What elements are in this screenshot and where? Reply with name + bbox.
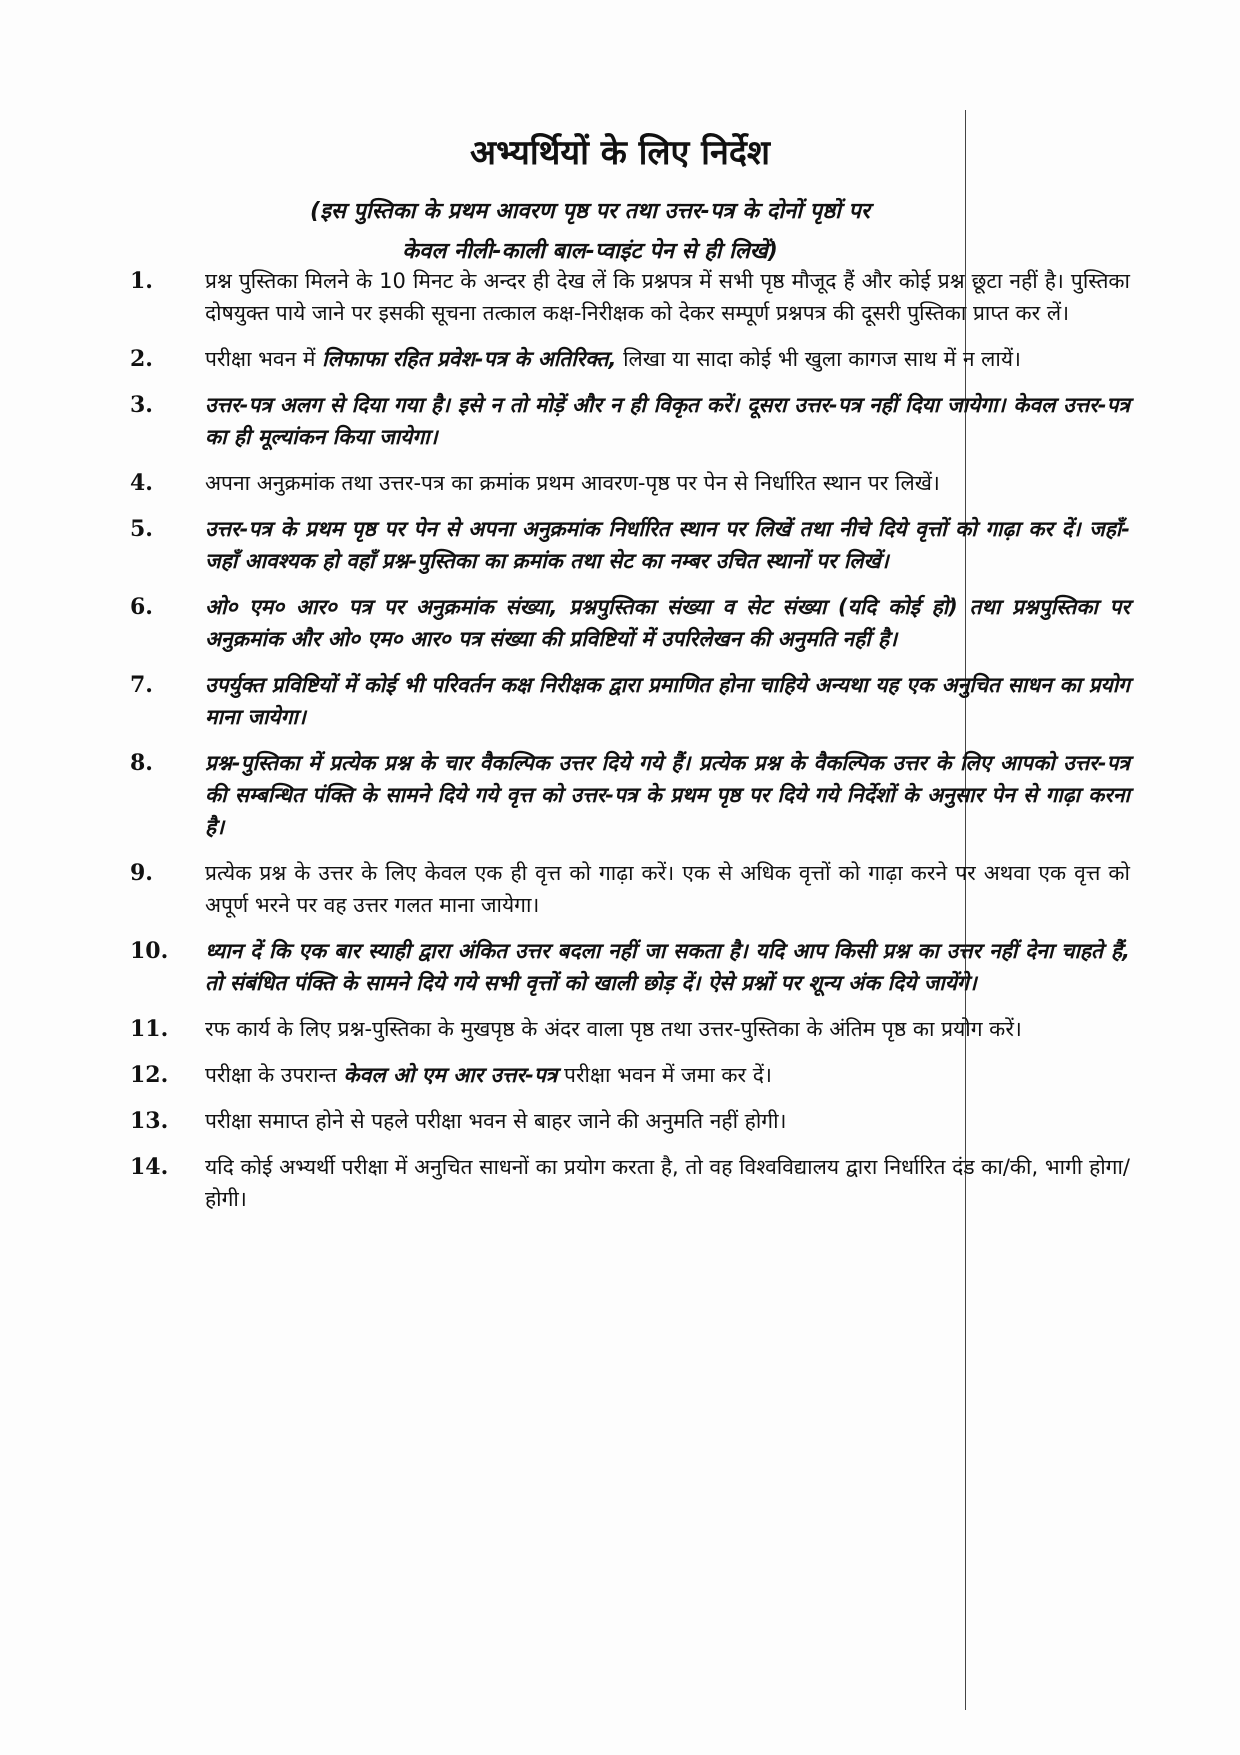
- instruction-item-14: [130, 1151, 1130, 1215]
- item-text: उत्तर-पत्र के प्रथम पृष्ठ पर पेन से अपना अनुक्रमांक निर्धारित स्थान पर लिखें तथा नीचे दिये वृत्तों को गाढ़ा कर दें। जहाँ-जहाँ आवश्यक हो वहाँ प्रश्न-पुस्तिका का क्रमांक तथा सेट का नम्बर उचित स्थानों पर लिखें।: [205, 517, 1130, 573]
- item-text-part: परीक्षा के उपरान्त: [205, 1063, 344, 1087]
- item-text: यदि कोई अभ्यर्थी परीक्षा में अनुचित साधनों का प्रयोग करता है, तो वह विश्वविद्यालय द्वारा निर्धारित दंड का/की, भागी होगा/होगी।: [205, 1155, 1130, 1211]
- instruction-item-10: [130, 935, 1130, 999]
- instruction-item-6: [130, 591, 1130, 655]
- instructions-list: [130, 265, 1130, 1229]
- item-number: 14.: [130, 1154, 169, 1180]
- item-text: उपर्युक्त प्रविष्टियों में कोई भी परिवर्तन कक्ष निरीक्षक द्वारा प्रमाणित होना चाहिये अन्यथा यह एक अनुचित साधन का प्रयोग माना जायेगा।: [205, 673, 1130, 729]
- item-text-emphasis: केवल ओ एम आर उत्तर-पत्र: [343, 1063, 558, 1087]
- instruction-item-4: [130, 467, 1130, 499]
- item-text: [205, 1059, 1130, 1091]
- item-text-part: परीक्षा भवन में: [205, 347, 323, 371]
- subtitle-line-2: केवल नीली-काली बाल-प्वाइंट पेन से ही लिखें): [402, 239, 778, 264]
- item-text: परीक्षा समाप्त होने से पहले परीक्षा भवन से बाहर जाने की अनुमति नहीं होगी।: [205, 1109, 787, 1133]
- item-number: 2.: [130, 346, 153, 372]
- instruction-item-5: [130, 513, 1130, 577]
- subtitle-line-1: (इस पुस्तिका के प्रथम आवरण पृष्ठ पर तथा उत्तर-पत्र के दोनों पृष्ठों पर: [310, 199, 870, 224]
- item-text: प्रत्येक प्रश्न के उत्तर के लिए केवल एक ही वृत्त को गाढ़ा करें। एक से अधिक वृत्तों को गाढ़ा करने पर अथवा एक वृत्त को अपूर्ण भरने पर वह उत्तर गलत माना जायेगा।: [205, 861, 1130, 917]
- item-number: 13.: [130, 1108, 169, 1134]
- instruction-item-11: [130, 1013, 1130, 1045]
- item-text: ओ० एम० आर० पत्र पर अनुक्रमांक संख्या, प्रश्नपुस्तिका संख्या व सेट संख्या (यदि कोई हो) तथा प्रश्नपुस्तिका पर अनुक्रमांक और ओ० एम० आर० पत्र संख्या की प्रविष्टियों में उपरिलेखन की अनुमति नहीं है।: [205, 595, 1130, 651]
- item-number: 5.: [130, 516, 153, 542]
- instruction-item-12: [130, 1059, 1130, 1091]
- item-text: प्रश्न-पुस्तिका में प्रत्येक प्रश्न के चार वैकल्पिक उत्तर दिये गये हैं। प्रत्येक प्रश्न के वैकल्पिक उत्तर के लिए आपको उत्तर-पत्र की सम्बन्धित पंक्ति के सामने दिये गये वृत्त को उत्तर-पत्र के प्रथम पृष्ठ पर दिये गये निर्देशों के अनुसार पेन से गाढ़ा करना है।: [205, 751, 1130, 839]
- item-text-emphasis: लिफाफा रहित प्रवेश-पत्र के अतिरिक्त,: [322, 347, 617, 371]
- item-text: प्रश्न पुस्तिका मिलने के 10 मिनट के अन्दर ही देख लें कि प्रश्नपत्र में सभी पृष्ठ मौजूद हैं और कोई प्रश्न छूटा नहीं है। पुस्तिका दोषयुक्त पाये जाने पर इसकी सूचना तत्काल कक्ष-निरीक्षक को देकर सम्पूर्ण प्रश्नपत्र की दूसरी पुस्तिका प्राप्त कर लें।: [205, 269, 1130, 325]
- item-text: अपना अनुक्रमांक तथा उत्तर-पत्र का क्रमांक प्रथम आवरण-पृष्ठ पर पेन से निर्धारित स्थान पर लिखें।: [205, 471, 940, 495]
- instruction-item-9: [130, 857, 1130, 921]
- instruction-item-8: [130, 747, 1130, 843]
- page-title: अभ्यर्थियों के लिए निर्देश: [469, 133, 771, 173]
- item-text: [205, 343, 1130, 375]
- item-number: 10.: [130, 938, 169, 964]
- item-text-part: परीक्षा भवन में जमा कर दें।: [557, 1063, 772, 1087]
- item-number: 12.: [130, 1062, 169, 1088]
- item-text: ध्यान दें कि एक बार स्याही द्वारा अंकित उत्तर बदला नहीं जा सकता है। यदि आप किसी प्रश्न का उत्तर नहीं देना चाहते हैं, तो संबंधित पंक्ति के सामने दिये गये सभी वृत्तों को खाली छोड़ दें। ऐसे प्रश्नों पर शून्य अंक दिये जायेंगे।: [205, 939, 1130, 995]
- item-number: 3.: [130, 392, 153, 418]
- item-number: 6.: [130, 594, 153, 620]
- item-number: 11.: [130, 1016, 169, 1042]
- instruction-item-7: [130, 669, 1130, 733]
- instruction-item-2: [130, 343, 1130, 375]
- instruction-item-13: [130, 1105, 1130, 1137]
- instruction-item-3: [130, 389, 1130, 453]
- item-number: 1.: [130, 268, 153, 294]
- subtitle: [210, 192, 970, 272]
- item-number: 4.: [130, 470, 153, 496]
- item-text-part: लिखा या सादा कोई भी खुला कागज साथ में न लायें।: [616, 347, 1021, 371]
- item-number: 7.: [130, 672, 153, 698]
- item-number: 9.: [130, 860, 153, 886]
- item-text: रफ कार्य के लिए प्रश्न-पुस्तिका के मुखपृष्ठ के अंदर वाला पृष्ठ तथा उत्तर-पुस्तिका के अंतिम पृष्ठ का प्रयोग करें।: [205, 1017, 1022, 1041]
- item-text: उत्तर-पत्र अलग से दिया गया है। इसे न तो मोड़ें और न ही विकृत करें। दूसरा उत्तर-पत्र नहीं दिया जायेगा। केवल उत्तर-पत्र का ही मूल्यांकन किया जायेगा।: [205, 393, 1130, 449]
- item-number: 8.: [130, 750, 153, 776]
- instruction-item-1: [130, 265, 1130, 329]
